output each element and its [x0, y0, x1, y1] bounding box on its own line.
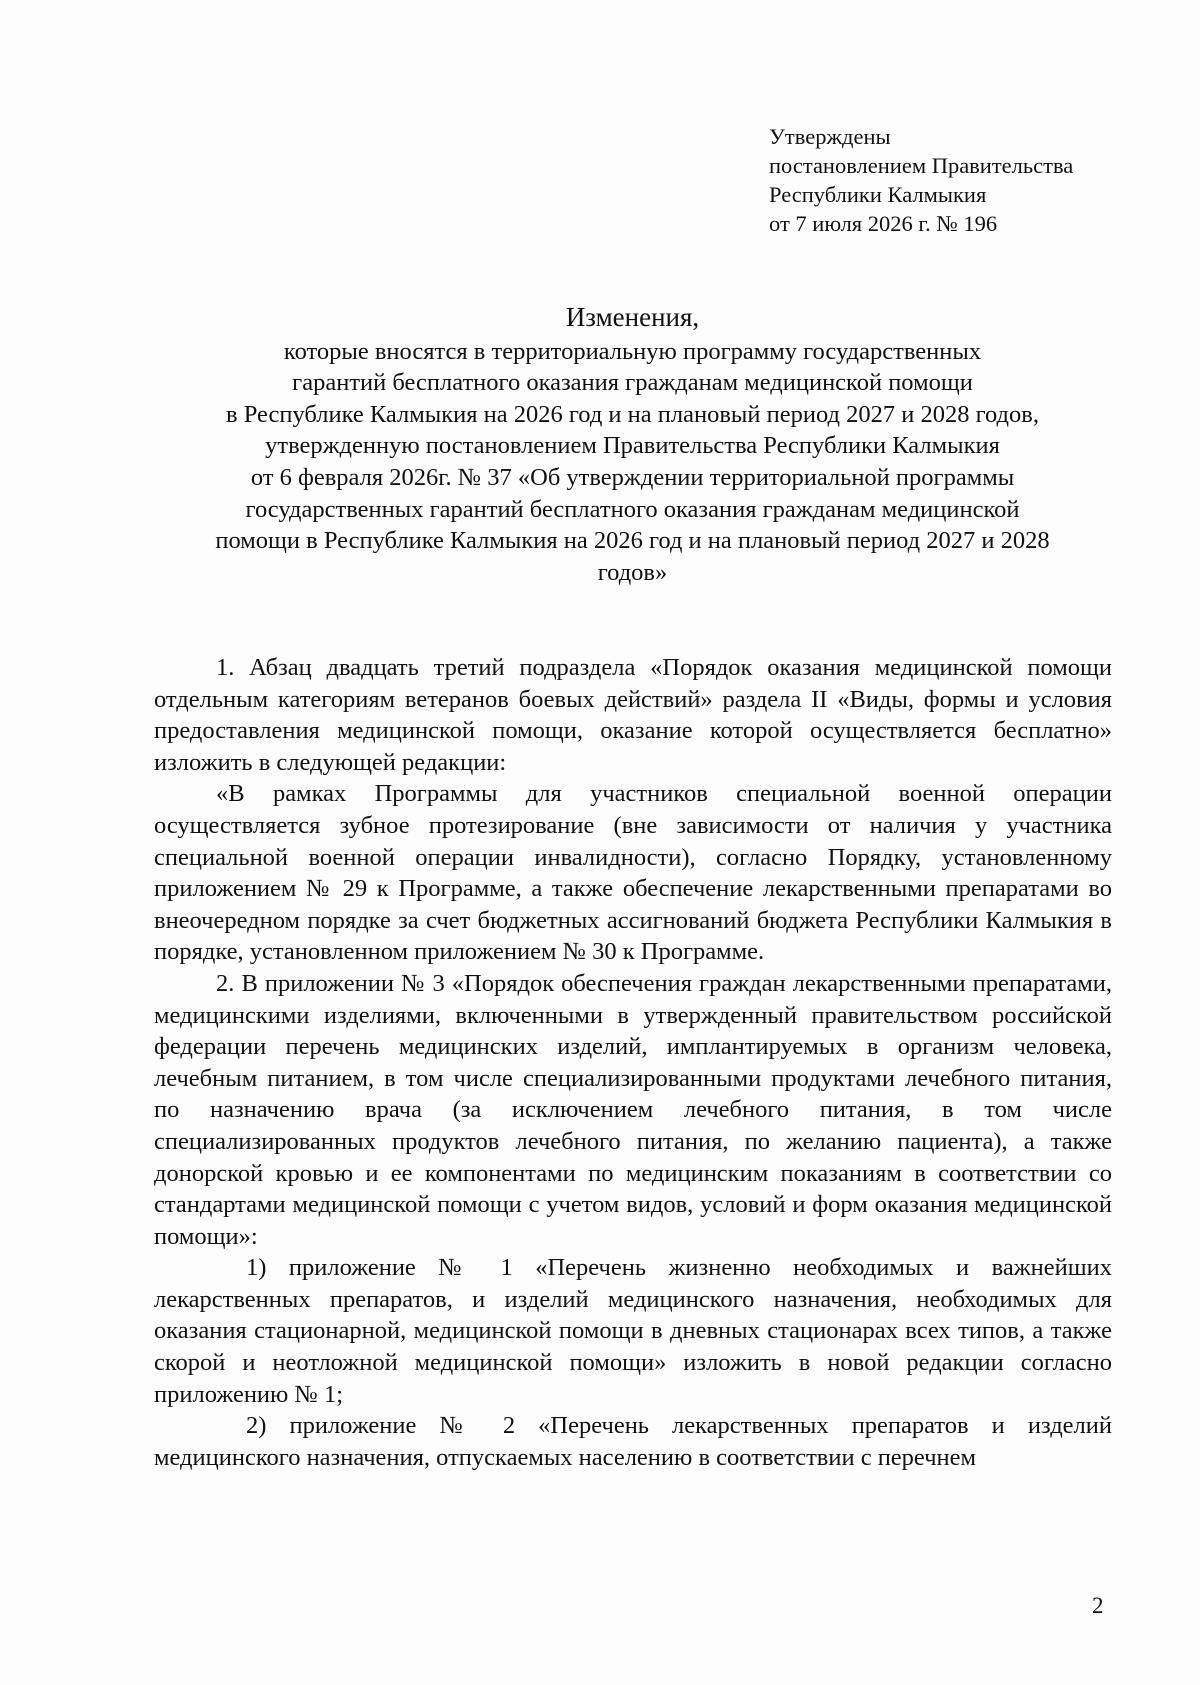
paragraph-3: 2. В приложении № 3 «Порядок обеспечения граждан лекарственными препаратами, медицинскими изделиями, включенными в утвержденный правительством российской федерации перечень медицинских изделий, имплантируемых в организм человека, лечебным питанием, в том числе специализированными продуктами лечебного питания, по назначению врача (за исключением лечебного питания, в том числе специализированных продуктов лечебного питания, по желанию пациента), а также донорской кровью и ее компонентами по медицинским показаниям в соответствии со стандартами медицинской помощи с учетом видов, условий и форм оказания медицинской помощи»:: [154, 969, 1112, 1250]
title-line: от 6 февраля 2026г. № 37 «Об утверждении территориальной программы: [250, 463, 1015, 491]
title-line: годов»: [597, 558, 668, 586]
title-line: помощи в Республике Калмыкия на 2026 год и на плановый период 2027 и 2028: [215, 527, 1050, 555]
title-line: государственных гарантий бесплатного оказания гражданам медицинской: [245, 495, 1020, 523]
document-body: [154, 652, 1112, 1473]
paragraph-4: 1) приложение № 1 «Перечень жизненно необходимых и важнейших лекарственных препаратов, и изделий медицинского назначения, необходимых для оказания стационарной, медицинской помощи в дневных стационарах всех типов, а также скорой и неотложной медицинской помощи» изложить в новой редакции согласно приложению № 1;: [154, 1254, 1112, 1408]
page-number: 2: [1092, 1593, 1104, 1618]
title-line: в Республике Калмыкия на 2026 год и на плановый период 2027 и 2028 годов,: [226, 400, 1039, 428]
approval-stamp: [769, 122, 1073, 238]
approval-line: постановлением Правительства: [769, 153, 1074, 178]
title-line: которые вносятся в территориальную программу государственных: [283, 337, 982, 365]
approval-line: Республики Калмыкия: [769, 182, 987, 207]
approval-line: Утверждены: [769, 124, 891, 149]
approval-line: от 7 июля 2026 г. № 196: [769, 211, 998, 236]
paragraph-5: 2) приложение № 2 «Перечень лекарственных препаратов и изделий медицинского назначения, отпускаемых населению в соответствии с перечнем: [154, 1412, 1112, 1471]
title-line: утвержденную постановлением Правительства Республики Калмыкия: [265, 432, 1000, 460]
paragraph-1: 1. Абзац двадцать третий подраздела «Порядок оказания медицинской помощи отдельным категориям ветеранов боевых действий» раздела II «Виды, формы и условия предоставления медицинской помощи, оказание которой осуществляется бесплатно» изложить в следующей редакции:: [154, 654, 1112, 776]
document-title: [140, 302, 1125, 588]
paragraph-2: «В рамках Программы для участников специальной военной операции осуществляется зубное протезирование (вне зависимости от наличия у участника специальной военной операции инвалидности), согласно Порядку, установленному приложением № 29 к Программе, а также обеспечение лекарственными препаратами во внеочередном порядке за счет бюджетных ассигнований бюджета Республики Калмыкия в порядке, установленном приложением № 30 к Программе.: [154, 780, 1112, 966]
title-heading: Изменения,: [565, 302, 700, 332]
title-line: гарантий бесплатного оказания гражданам медицинской помощи: [292, 369, 973, 397]
